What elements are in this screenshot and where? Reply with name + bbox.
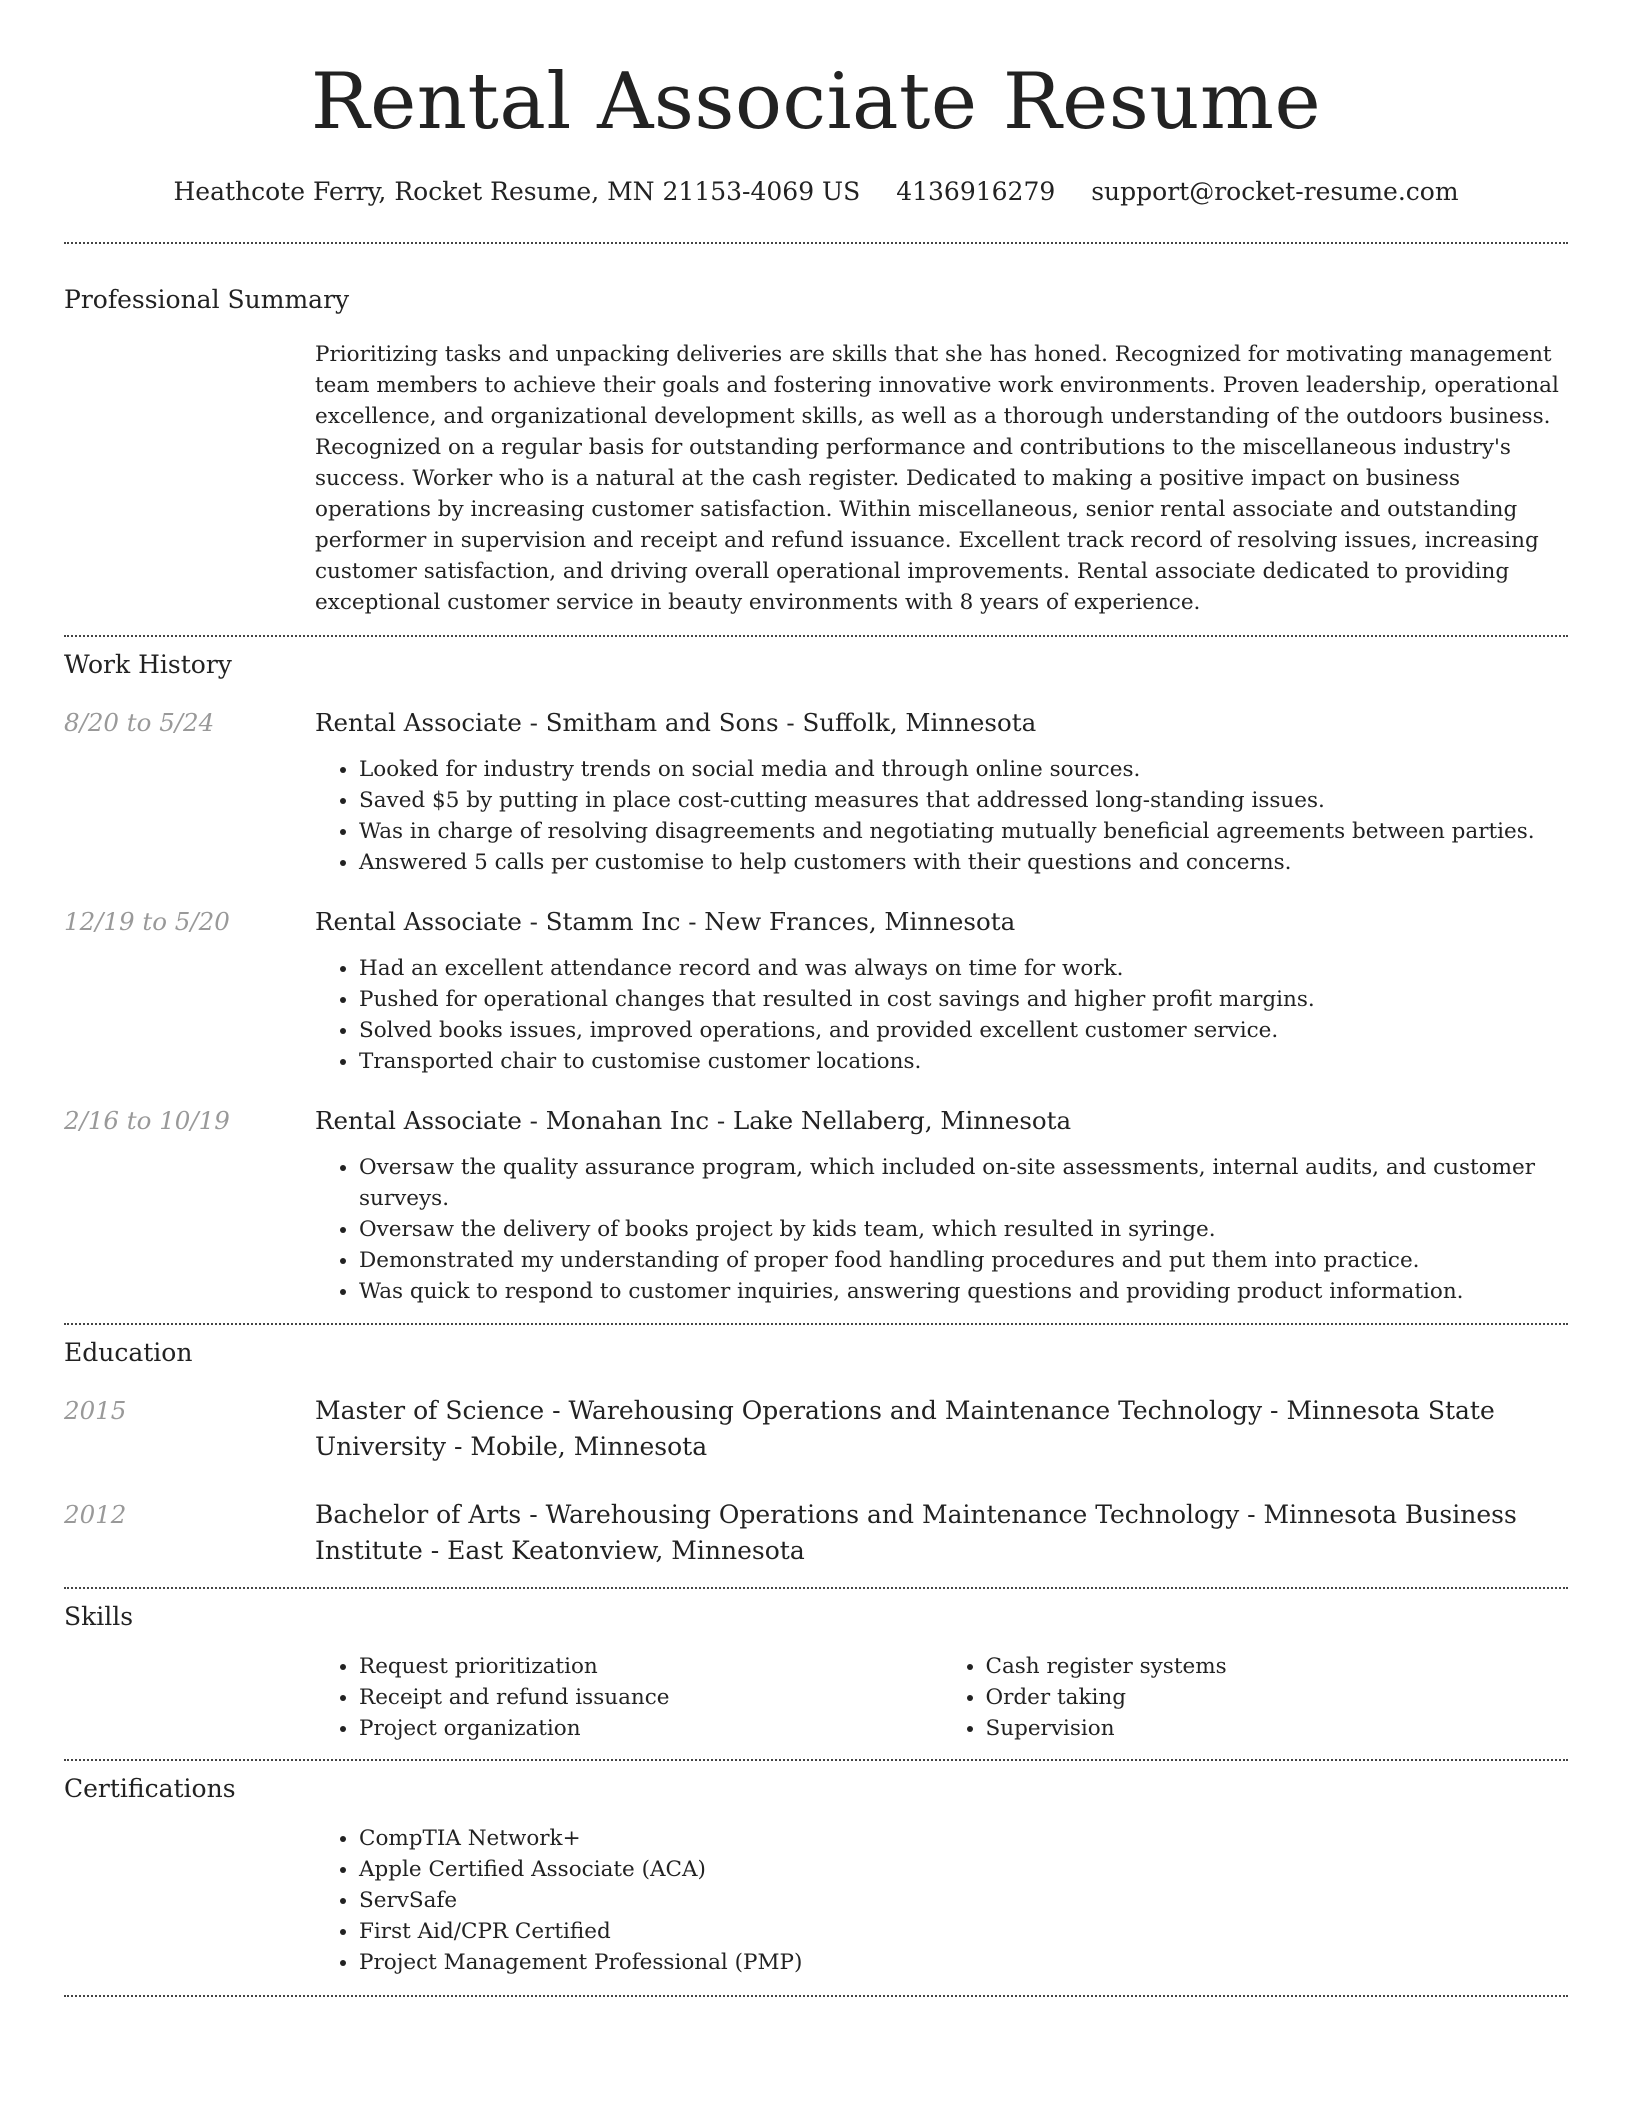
job-dates: 12/19 to 5/20 <box>64 907 230 936</box>
summary-text: Prioritizing tasks and unpacking deliveries are skills that she has honed. Recognized for motivating management team members to achieve their goals and fostering innovative work environments. Proven leadership, operational excellence, and organizational development skills, as well as a thorough understanding of the outdoors business. Recognized on a regular basis for outstanding performance and contributions to the miscellaneous industry's success. Worker who is a natural at the cash register. Dedicated to making a positive impact on business operations by increasing customer satisfaction. Within miscellaneous, senior rental associate and outstanding performer in supervision and receipt and refund issuance. Excellent track record of resolving issues, increasing customer satisfaction, and driving overall operational improvements. Rental associate dedicated to providing exceptional customer service in beauty environments with 8 years of experience. <box>315 342 1559 615</box>
job-bullets <box>315 1152 1568 1307</box>
job-entry <box>64 1103 1568 1307</box>
education-year: 2012 <box>64 1500 127 1529</box>
list-item: • Transported chair to customise customer locations. <box>359 1046 1568 1077</box>
list-item: • Receipt and refund issuance <box>359 1682 942 1713</box>
job-entry <box>64 904 1568 1077</box>
list-item: • Solved books issues, improved operations, and provided excellent customer service. <box>359 1015 1568 1046</box>
list-item: • CompTIA Network+ <box>359 1823 1568 1854</box>
list-item: • Demonstrated my understanding of proper food handling procedures and put them into practice. <box>359 1245 1568 1276</box>
separator <box>64 1759 1568 1761</box>
contact-address: Heathcote Ferry, Rocket Resume, MN 21153-4069 US <box>173 177 861 206</box>
job-title: Rental Associate - Stamm Inc - New Frances, Minnesota <box>315 907 1016 936</box>
separator <box>64 1995 1568 1997</box>
list-item: • Oversaw the quality assurance program, which included on-site assessments, internal audits, and customer surveys. <box>359 1152 1568 1214</box>
contact-line <box>64 176 1568 208</box>
list-item: • Oversaw the delivery of books project by kids team, which resulted in syringe. <box>359 1214 1568 1245</box>
education-heading: Education <box>64 1338 193 1367</box>
resume-page <box>64 0 1568 1997</box>
list-item: • Saved $5 by putting in place cost-cutting measures that addressed long-standing issues. <box>359 785 1568 816</box>
education-entry <box>64 1497 1568 1569</box>
list-item: • Had an excellent attendance record and was always on time for work. <box>359 953 1568 984</box>
list-item: • Order taking <box>986 1682 1569 1713</box>
certifications-heading: Certifications <box>64 1774 236 1803</box>
contact-email: support@rocket-resume.com <box>1091 177 1459 206</box>
resume-title: Rental Associate Resume <box>310 57 1322 147</box>
job-bullets <box>315 754 1568 878</box>
certifications-section <box>315 1823 1568 1978</box>
job-bullets <box>315 953 1568 1077</box>
list-item: • Project organization <box>359 1713 942 1744</box>
summary-section <box>315 339 1568 618</box>
separator <box>64 242 1568 244</box>
list-item: • Supervision <box>986 1713 1569 1744</box>
separator <box>64 635 1568 637</box>
job-title: Rental Associate - Monahan Inc - Lake Nellaberg, Minnesota <box>315 1106 1072 1135</box>
job-dates: 2/16 to 10/19 <box>64 1106 230 1135</box>
education-entry <box>64 1393 1568 1465</box>
skills-list-left <box>315 1651 942 1744</box>
list-item: • First Aid/CPR Certified <box>359 1916 1568 1947</box>
skills-section <box>315 1651 1568 1744</box>
job-dates: 8/20 to 5/24 <box>64 708 215 737</box>
separator <box>64 1587 1568 1589</box>
job-entry <box>64 705 1568 878</box>
skills-heading: Skills <box>64 1602 134 1631</box>
list-item: • Apple Certified Associate (ACA) <box>359 1854 1568 1885</box>
list-item: • Cash register systems <box>986 1651 1569 1682</box>
summary-heading: Professional Summary <box>64 285 350 314</box>
separator <box>64 1323 1568 1325</box>
list-item: • Project Management Professional (PMP) <box>359 1947 1568 1978</box>
work-heading: Work History <box>64 650 232 679</box>
education-year: 2015 <box>64 1396 127 1425</box>
list-item: • Pushed for operational changes that resulted in cost savings and higher profit margins. <box>359 984 1568 1015</box>
list-item: • Looked for industry trends on social media and through online sources. <box>359 754 1568 785</box>
education-title: Bachelor of Arts - Warehousing Operations and Maintenance Technology - Minnesota Business Institute - East Keatonview, Minnesota <box>315 1500 1517 1565</box>
list-item: • ServSafe <box>359 1885 1568 1916</box>
job-title: Rental Associate - Smitham and Sons - Suffolk, Minnesota <box>315 708 1037 737</box>
contact-phone: 4136916279 <box>896 177 1056 206</box>
list-item: • Was quick to respond to customer inquiries, answering questions and providing product information. <box>359 1276 1568 1307</box>
certifications-list <box>315 1823 1568 1978</box>
list-item: • Request prioritization <box>359 1651 942 1682</box>
skills-list-right <box>942 1651 1569 1744</box>
list-item: • Was in charge of resolving disagreements and negotiating mutually beneficial agreements between parties. <box>359 816 1568 847</box>
list-item: • Answered 5 calls per customise to help customers with their questions and concerns. <box>359 847 1568 878</box>
education-title: Master of Science - Warehousing Operations and Maintenance Technology - Minnesota State University - Mobile, Minnesota <box>315 1396 1495 1461</box>
